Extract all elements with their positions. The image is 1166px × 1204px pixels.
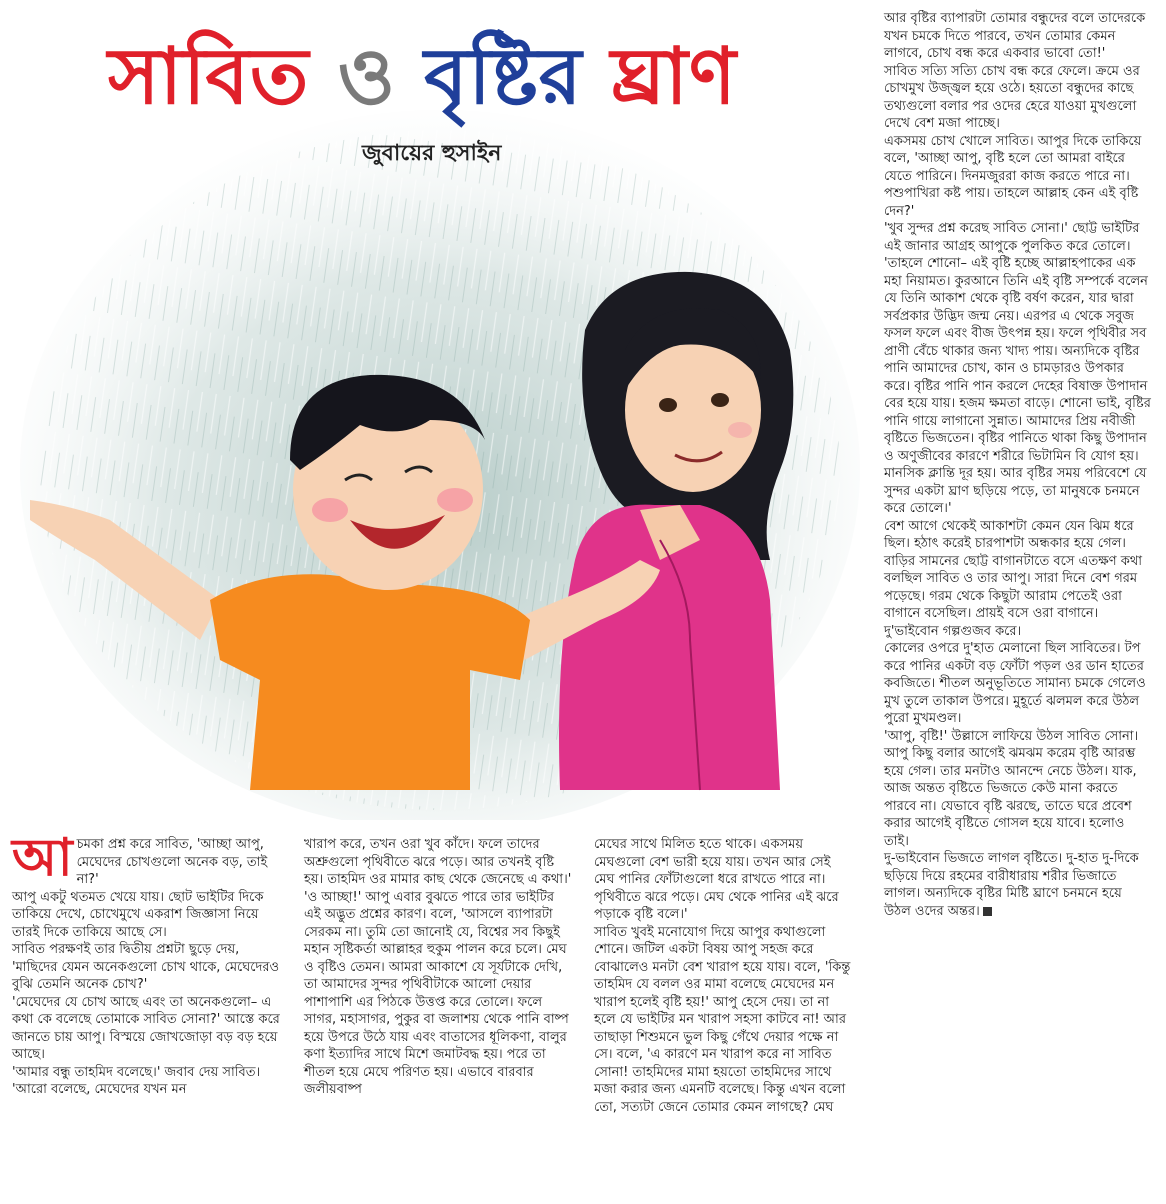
story-paragraph: 'ও আচ্ছা!' আপু এবার বুঝতে পারে তার ভাইটির এই অদ্ভুত প্রশ্নের কারণ। বলে, 'আসলে ব্যাপারটা সেরকম না। তুমি তো জানোই যে, বিশ্বের সব কিছুই মহান সৃষ্টিকর্তা আল্লাহর হুকুম পালন করে চলে। মেঘ ও বৃষ্টিও তেমন। আমরা আকাশে যে সূর্যটাকে দেখি, তা আমাদের সুন্দর পৃথিবীটাকে আলো দেয়ার পাশাপাশি এর পিঠকে উত্তপ্ত করে তোলে। ফলে সাগর, মহাসাগর, পুকুর বা জলাশয় থেকে পানি বাষ্প হয়ে উপরে উঠে যায় এবং বাতাসের ধূলিকণা, বালুর কণা ইত্যাদির সাথে মিশে জমাটবদ্ধ হয়। পরে তা শীতল হয়ে মেঘে পরিণত হয়। এভাবে বারবার জলীয়বাষ্প xyxy=(304,889,569,1097)
story-paragraph: কোলের ওপরে দু'হাত মেলানো ছিল সাবিতের। টপ করে পানির একটা বড় ফোঁটা পড়ল ওর ডান হাতের কবজিতে। শীতল অনুভূতিতে সামান্য চমকে গেলেও মুখ তুলে তাকাল উপরে। মুহূর্তে ঝলমল করে উঠল পুরো মুখমণ্ডল। xyxy=(884,641,1146,726)
end-of-story-mark xyxy=(983,907,992,916)
story-paragraph: বাড়ির সামনের ছোট্ট বাগানটাতে বসে এতক্ষণ কথা বলছিল সাবিত ও তার আপু। সারা দিনে বেশ গরম পড়েছে। গরম থেকে কিছুটা আরাম পেতেই ওরা বাগানে বসেছিল। প্রায়ই বসে ওরা বাগানে। দু'ভাইবোন গল্পগুজব করে। xyxy=(884,553,1143,639)
title-word-ghran: ঘ্রাণ xyxy=(610,31,737,122)
title-word-sabit: সাবিত xyxy=(108,31,310,122)
story-column-3 xyxy=(594,836,854,1116)
story-paragraph: খারাপ করে, তখন ওরা খুব কাঁদে। ফলে তাদের অশ্রুগুলো পৃথিবীতে ঝরে পড়ে। আর তখনই বৃষ্টি হয়। তাহমিদ ওর মামার কাছ থেকে জেনেছে এ কথা।' xyxy=(304,837,572,887)
story-paragraph: বেশ আগে থেকেই আকাশটা কেমন যেন ঝিম ধরে ছিল। হঠাৎ করেই চারপাশটা অন্ধকার হয়ে গেল। xyxy=(884,518,1134,551)
story-paragraph xyxy=(12,827,288,889)
story-column-1 xyxy=(12,827,288,1099)
story-paragraph: আর বৃষ্টির ব্যাপারটা তোমার বন্ধুদের বলে তাদেরকে যখন চমকে দিতে পারবে, তখন তোমার কেমন লাগবে, চোখ বন্ধ করে একবার ভাবো তো!' xyxy=(884,11,1146,61)
story-paragraph: আপু একটু থতমত খেয়ে যায়। ছোট ভাইটির দিকে তাকিয়ে দেখে, চোখেমুখে একরাশ জিজ্ঞাসা নিয়ে তারই দিকে তাকিয়ে আছে সে। xyxy=(12,889,264,940)
story-paragraph: 'মেঘেদের যে চোখ আছে এবং তা অনেকগুলো– এ কথা কে বলেছে তোমাকে সাবিত সোনা?' আস্তে করে জানতে চায় আপু। বিস্ময়ে জোখজোড়া বড় বড় হয়ে আছে। xyxy=(12,994,280,1062)
story-paragraph: সাবিত খুবই মনোযোগ দিয়ে আপুর কথাগুলো শোনে। জটিল একটা বিষয় আপু সহজ করে বোঝালেও মনটা বেশ খারাপ হয়ে যায়। বলে, 'কিন্তু তাহমিদ যে বলল ওর মামা বলেছে মেঘেদের মন খারাপ হলেই বৃষ্টি হয়!' আপু হেসে দেয়। তা না হলে যে ভাইটির মন খারাপ সহসা কাটবে না! আর তাছাড়া শিশুমনে ভুল কিছু গেঁথে দেয়ার পক্ষে না সে। বলে, 'এ কারণে মন খারাপ করে না সাবিত সোনা! তাহমিদের মামা হয়তো তাহমিদের সাথে মজা করার জন্য এমনটি বলেছে। কিন্তু এখন বলো তো, সত্যটা জেনে তোমার কেমন লাগছে? মেঘ xyxy=(594,924,851,1115)
girl-figure xyxy=(559,272,793,790)
story-paragraph: একসময় চোখ খোলে সাবিত। আপুর দিকে তাকিয়ে বলে, 'আচ্ছা আপু, বৃষ্টি হলে তো আমরা বাইরে যেতে পারিনে। দিনমজুররা কাজ করতে পারে না। পশুপাখিরা কষ্ট পায়। তাহলে আল্লাহ কেন এই বৃষ্টি দেন?' xyxy=(884,133,1142,219)
story-column-right xyxy=(884,10,1152,920)
title-word-brishtir: বৃষ্টির xyxy=(424,31,583,122)
story-column-2 xyxy=(304,836,572,1099)
story-paragraph xyxy=(884,850,1152,920)
title-word-o: ও xyxy=(337,31,396,122)
paragraph-text: দু-ভাইবোন ভিজতে লাগল বৃষ্টিতে। দু-হাত দু-দিকে ছড়িয়ে দিয়ে রহমের বারীধারায় শরীর ভিজাতে লাগল। অন্যদিকে বৃষ্টির মিষ্টি ঘ্রাণে চনমনে হয়ে উঠল ওদের অন্তর। xyxy=(884,851,1139,919)
dropcap: আ xyxy=(12,827,73,888)
story-paragraph: 'আপু, বৃষ্টি!' উল্লাসে লাফিয়ে উঠল সাবিত সোনা। আপু কিছু বলার আগেই ঝমঝম করেম বৃষ্টি আরম্ভ হয়ে গেল। তার মনটাও আনন্দে নেচে উঠল। যাক, আজ অন্তত বৃষ্টিতে ভিজতে কেউ মানা করতে পারবে না। যেভাবে বৃষ্টি ঝরছে, তাতে ঘরে প্রবেশ করার আগেই বৃষ্টিতে গোসল হয়ে যাবে। হলোও তাই। xyxy=(884,728,1139,849)
story-paragraph: মেঘের সাথে মিলিত হতে থাকে। একসময় মেঘগুলো বেশ ভারী হয়ে যায়। তখন আর সেই মেঘ পানির ফোঁটাগুলো ধরে রাখতে পারে না। পৃথিবীতে ঝরে পড়ে। মেঘ থেকে পানির এই ঝরে পড়াকে বৃষ্টি বলে।' xyxy=(594,837,839,922)
story-paragraph: 'খুব সুন্দর প্রশ্ন করেছ সাবিত সোনা।' ছোট্ট ভাইটির এই জানার আগ্রহ আপুকে পুলকিত করে তোলে। 'তাহলে শোনো– এই বৃষ্টি হচ্ছে আল্লাহপাকের এক মহা নিয়ামত। কুরআনে তিনি এই বৃষ্টি সম্পর্কে বলেন যে তিনি আকাশ থেকে বৃষ্টি বর্ষণ করেন, যার দ্বারা সর্বপ্রকার উদ্ভিদ জন্ম নেয়। এরপর এ থেকে সবুজ ফসল ফলে এবং বীজ উৎপন্ন হয়। ফলে পৃথিবীর সব প্রাণী বেঁচে থাকার জন্য খাদ্য পায়। অন্যদিকে বৃষ্টির পানি আমাদের চোখ, কান ও চামড়ারও উপকার করে। বৃষ্টির পানি পান করলে দেহের বিষাক্ত উপাদান বের হয়ে যায়। হজম ক্ষমতা বাড়ে। শোনো ভাই, বৃষ্টির পানি গায়ে লাগানো সুন্নাত। আমাদের প্রিয় নবীজী বৃষ্টিতে ভিজতেন। বৃষ্টির পানিতে থাকা কিছু উপাদান ও অণুজীবের কারণে শরীরে ভিটামিন বি যোগ হয়। মানসিক ক্লান্তি দূর হয়। আর বৃষ্টির সময় পরিবেশে যে সুন্দর একটা ঘ্রাণ ছড়িয়ে পড়ে, তা মানুষকে চনমনে করে তোলে।' xyxy=(884,221,1151,516)
story-paragraph: 'আমার বন্ধু তাহমিদ বলেছে।' জবাব দেয় সাবিত। 'আরো বলেছে, মেঘেদের যখন মন xyxy=(12,1064,261,1097)
paragraph-text: চমকা প্রশ্ন করে সাবিত, 'আচ্ছা আপু, মেঘেদের চোখগুলো অনেক বড়, তাই না?' xyxy=(76,837,268,887)
story-paragraph: সাবিত পরক্ষণই তার দ্বিতীয় প্রশ্নটা ছুড়ে দেয়, 'মাছিদের যেমন অনেকগুলো চোখ থাকে, মেঘেদেরও বুঝি তেমনি অনেক চোখ?' xyxy=(12,942,280,992)
story-title xyxy=(108,16,737,146)
author-byline: জুবায়ের হুসাইন xyxy=(362,141,502,166)
story-paragraph: সাবিত সত্যি সত্যি চোখ বন্ধ করে ফেলে। ক্রমে ওর চোখমুখ উজ্জ্বল হয়ে ওঠে। হয়তো বন্ধুদের কাছে তথ্যগুলো বলার পর ওদের হেরে যাওয়া মুখগুলো দেখে বেশ মজা পাচ্ছে। xyxy=(884,63,1140,131)
